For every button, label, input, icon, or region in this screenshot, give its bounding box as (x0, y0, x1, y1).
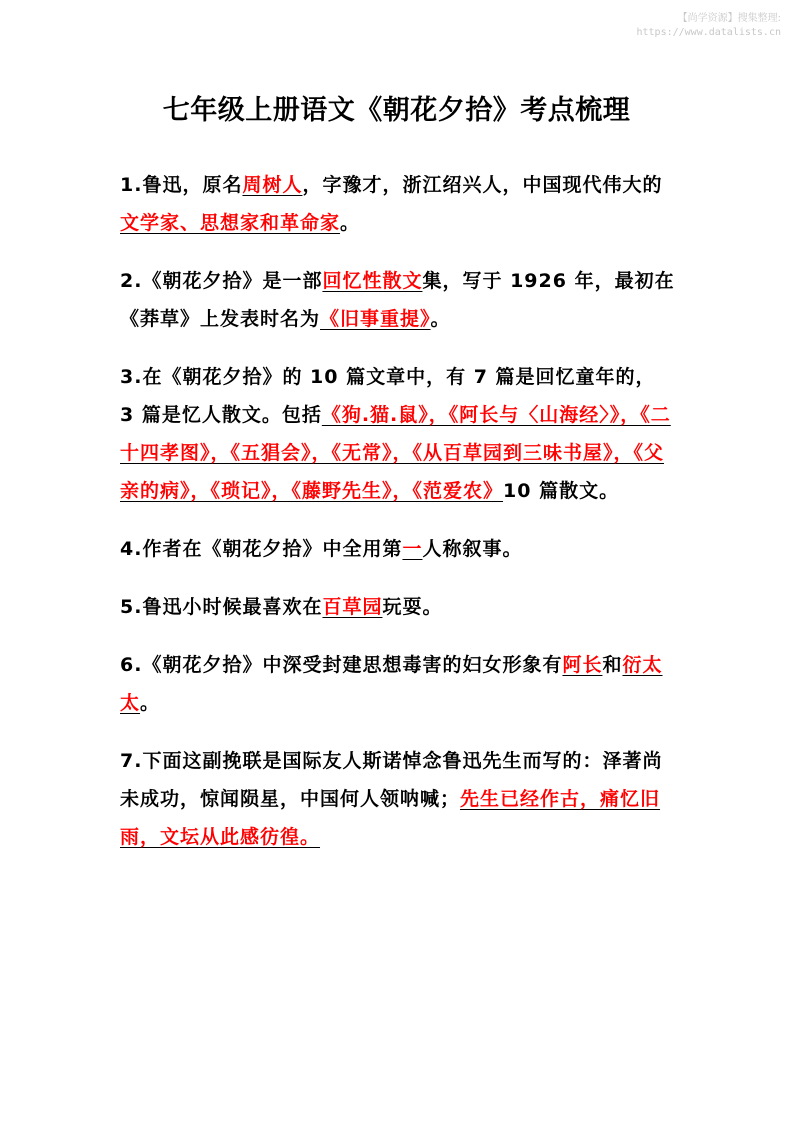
page-title: 七年级上册语文《朝花夕拾》考点梳理 (162, 95, 631, 126)
text: 6.《朝花夕拾》中深受封建思想毒害的妇女形象有 (120, 654, 563, 676)
text: ，字豫才，浙江绍兴人，中国现代伟大的 (302, 174, 663, 196)
answer: 周树人 (242, 174, 303, 196)
key-point-6 (120, 646, 675, 722)
text: 7.下面这副挽联是国际友人斯诺悼念鲁迅先生而写的：泽著尚未成功，惊闻陨星，中国何人领呐喊； (120, 750, 663, 810)
answer: 百草园 (322, 596, 383, 618)
key-point-3 (120, 358, 675, 510)
watermark-url: https://www.datalists.cn (636, 27, 781, 38)
text: 集，写于 1926 年，最初在《莽草》上发表时名为 (120, 270, 675, 330)
answer: 先生已经作古，痛忆旧雨，文坛从此感彷徨。 (120, 788, 661, 848)
answer: 一 (402, 538, 423, 560)
text: 2.《朝花夕拾》是一部 (120, 270, 323, 292)
watermark (637, 12, 782, 40)
answer: 衍太太 (120, 654, 663, 714)
text: 。 (430, 308, 451, 330)
watermark-source: 【尚学资源】搜集整理: (677, 13, 781, 24)
answer: 回忆性散文 (322, 270, 423, 292)
text: 玩耍。 (382, 596, 443, 618)
answer: 文学家、思想家和革命家 (120, 212, 341, 234)
key-point-2 (120, 262, 675, 338)
answer: 《狗.猫.鼠》，《阿长与〈山海经〉》，《二十四孝图》，《五猖会》，《无常》，《从百草园到三味书屋》，《父亲的病》，《琐记》，《藤野先生》，《范爱农》 (120, 404, 671, 502)
text: 。 (140, 692, 161, 714)
key-point-7 (120, 742, 675, 856)
answer: 《旧事重提》 (320, 308, 431, 330)
text: 5.鲁迅小时候最喜欢在 (120, 596, 323, 618)
text: 人称叙事。 (422, 538, 523, 560)
key-point-5 (120, 588, 675, 626)
answer: 阿长 (562, 654, 603, 676)
key-point-4 (120, 530, 675, 568)
text: 10 篇散文。 (503, 480, 620, 502)
key-points-list (120, 166, 675, 876)
text: 和 (602, 654, 623, 676)
text: 3.在《朝花夕拾》的 10 篇文章中，有 7 篇是回忆童年的， 3 篇是忆人散文。包括 (120, 366, 656, 426)
key-point-1 (120, 166, 675, 242)
text: 。 (340, 212, 361, 234)
text: 4.作者在《朝花夕拾》中全用第 (120, 538, 403, 560)
text: 1.鲁迅，原名 (120, 174, 243, 196)
